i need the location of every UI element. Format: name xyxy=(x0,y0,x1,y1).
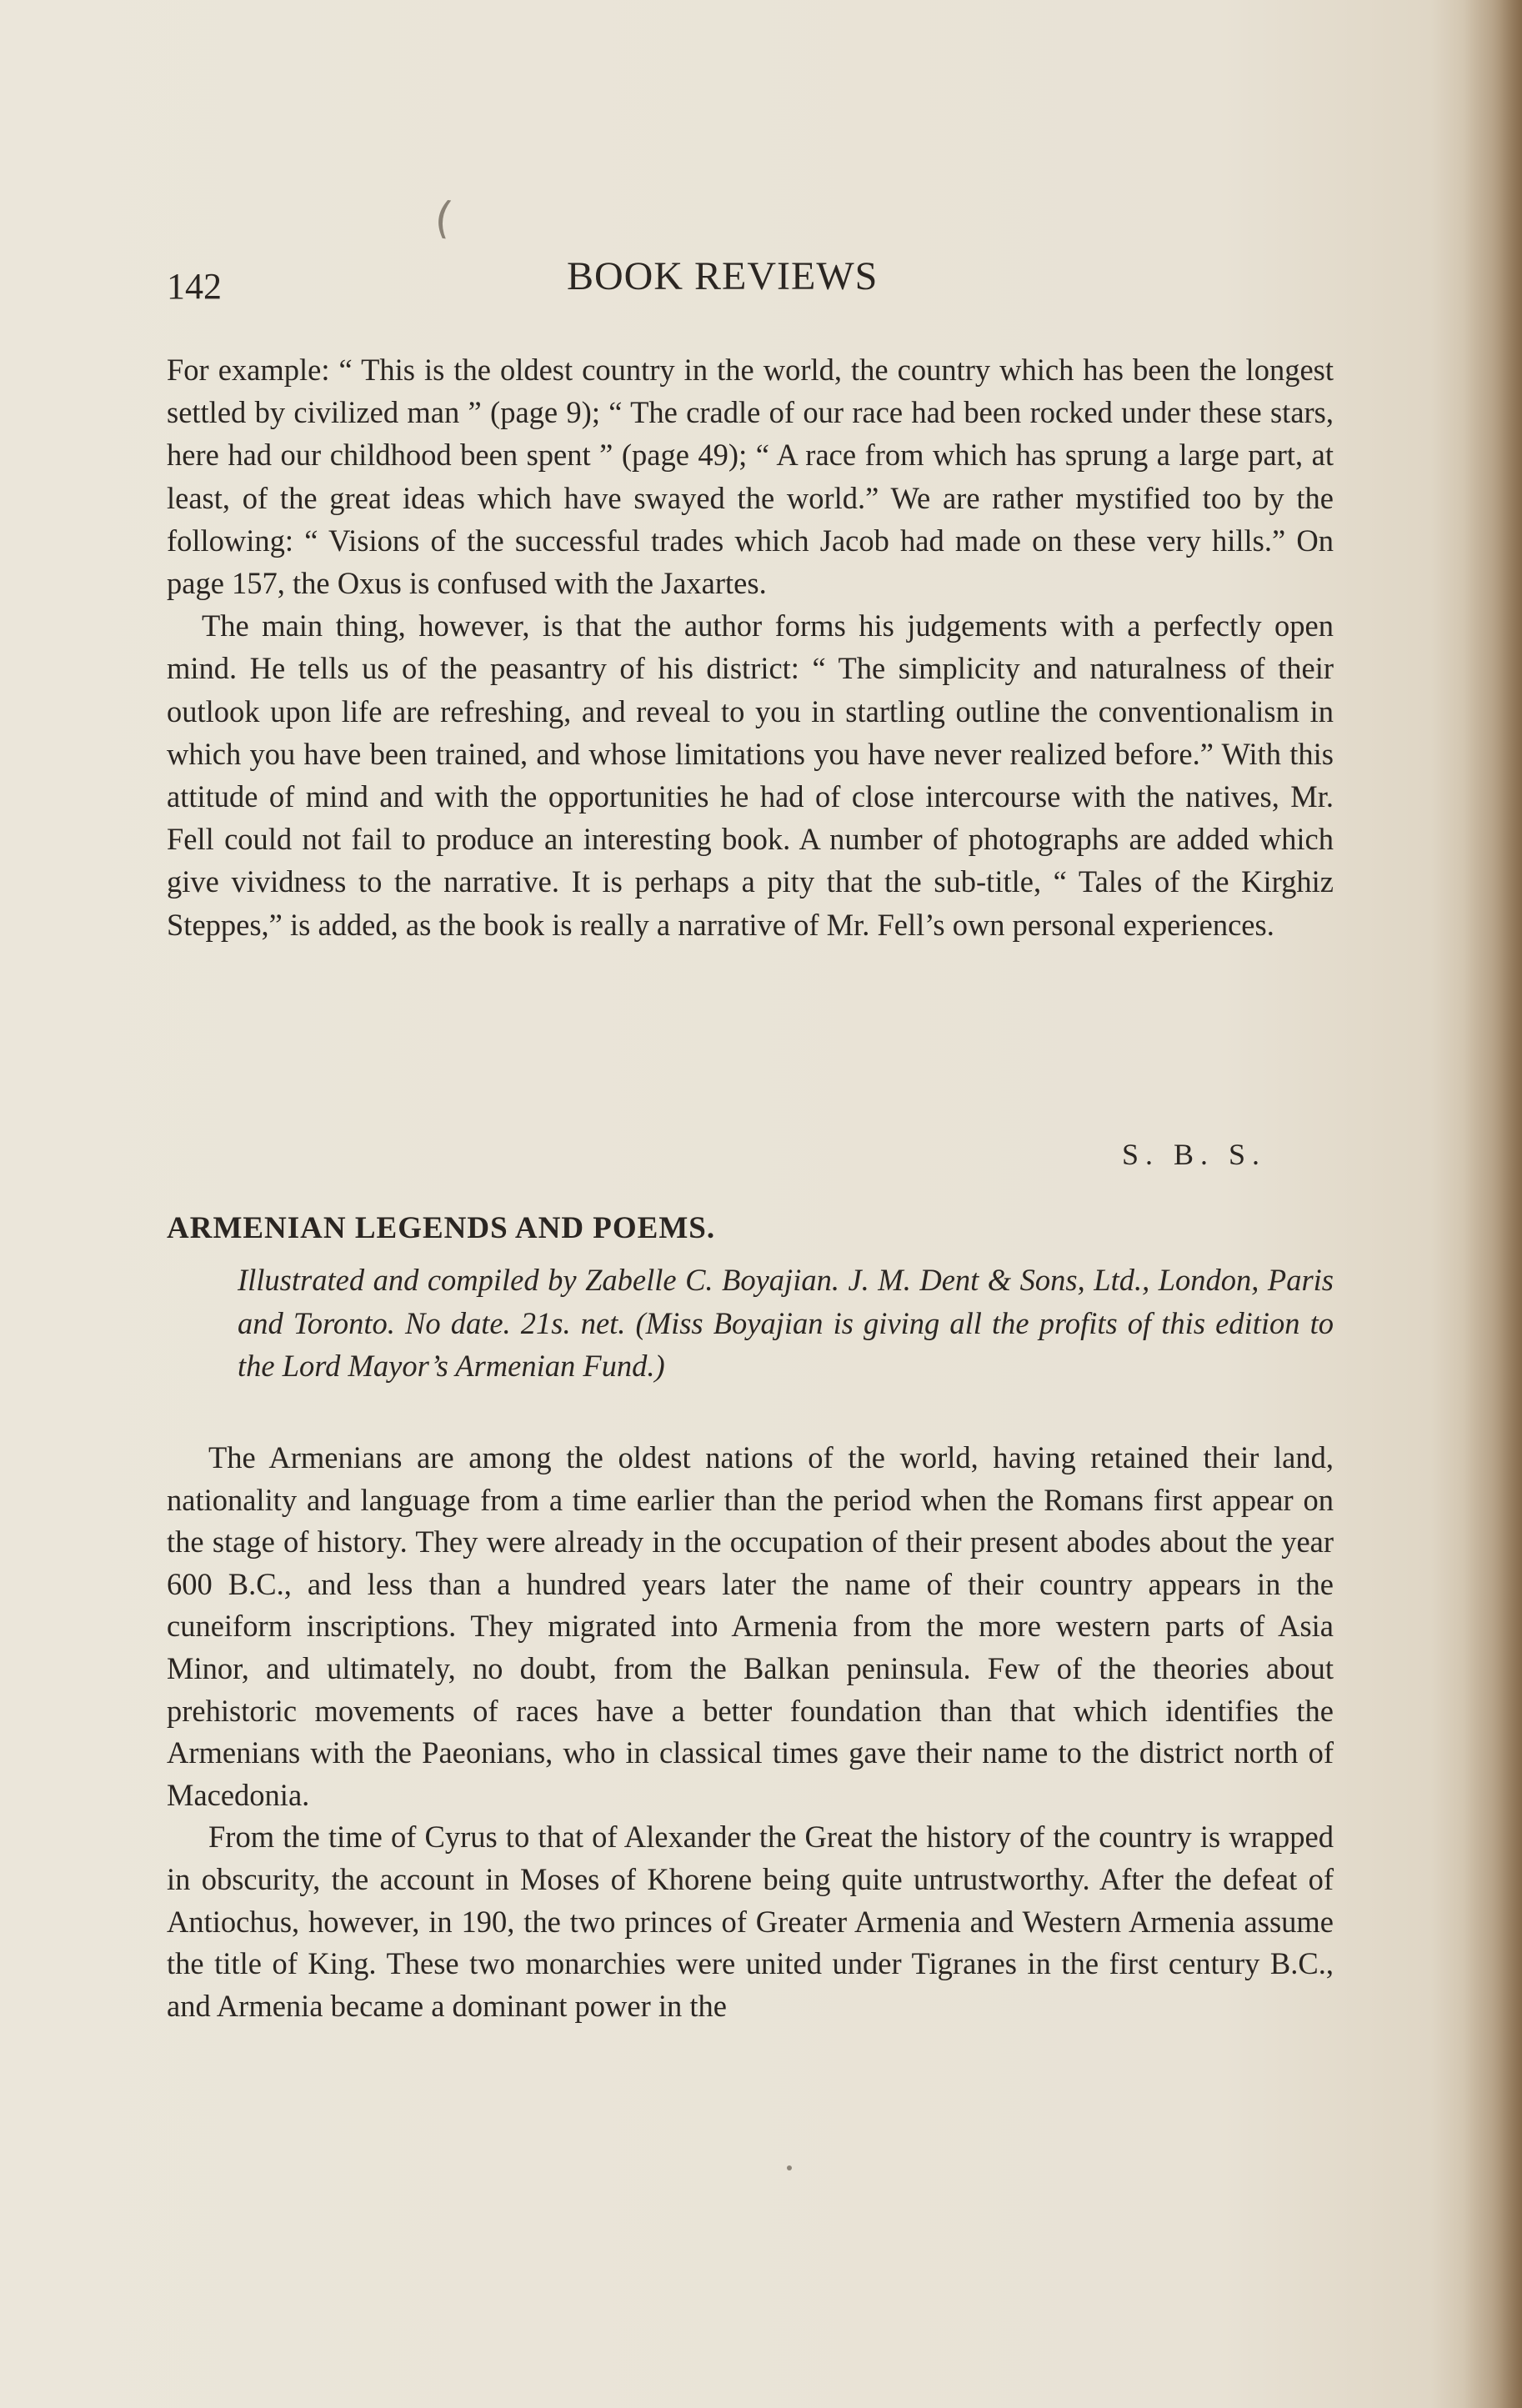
page-header xyxy=(167,250,1334,317)
review-2-paragraph: The Armenians are among the oldest nations of the world, having retained their land, nationality and language from a time earlier than the period when the Romans first appear on the stage of history. They were already in the occupation of their present abodes about the year 600 B.C., and less than a hundred years later the name of their country appears in the cuneiform inscriptions. They migrated into Armenia from the more western parts of Asia Minor, and ultimately, no doubt, from the Balkan peninsula. Few of the theories about prehistoric movements of races have a better foundation than that which identifies the Armenians with the Paeonians, who in classical times gave their name to the district north of Macedonia. xyxy=(167,1440,1334,1812)
review-1-body xyxy=(167,348,1334,946)
page-speck xyxy=(787,2165,792,2170)
spine-shadow xyxy=(1464,0,1522,2408)
review-2-body xyxy=(167,1437,1334,2027)
review-2-title: ARMENIAN LEGENDS AND POEMS. xyxy=(167,1211,716,1245)
running-head: BOOK REVIEWS xyxy=(567,254,879,298)
review-2-book-info: Illustrated and compiled by Zabelle C. Boyajian. J. M. Dent & Sons, Ltd., London, Paris and Toronto. No date. 21s. net. (Miss Boyajian is giving all the profits of this edition to the Lord Mayor’s Armenian Fund.) xyxy=(238,1263,1334,1383)
review-1-signature: S. B. S. xyxy=(1122,1138,1267,1171)
review-1-paragraph: For example: “ This is the oldest country in the world, the country which has been the longest settled by civilized man ” (page 9); “ The cradle of our race had been rocked under these stars, here had our childhood been spent ” (page 49); “ A race from which has sprung a large part, at least, of the great ideas which have swayed the world.” We are rather mystified too by the following: “ Visions of the successful trades which Jacob had made on these very hills.” On page 157, the Oxus is confused with the Jaxartes. xyxy=(167,353,1334,601)
page-number: 142 xyxy=(167,266,222,307)
pencil-mark: ( xyxy=(431,192,456,245)
review-1-paragraph: The main thing, however, is that the author forms his judgements with a perfectly open mind. He tells us of the peasantry of his district: “ The simplicity and naturalness of their outlook upon life are refreshing, and reveal to you in startling outline the conventionalism in which you have been trained, and whose limitations you have never realized before.” With this attitude of mind and with the opportunities he had of close intercourse with the natives, Mr. Fell could not fail to produce an interesting book. A number of photographs are added which give vividness to the narrative. It is perhaps a pity that the sub-title, “ Tales of the Kirghiz Steppes,” is added, as the book is really a narrative of Mr. Fell’s own personal experiences. xyxy=(167,608,1334,942)
review-2-paragraph: From the time of Cyrus to that of Alexander the Great the history of the country is wrapped in obscurity, the account in Moses of Khorene being quite untrustworthy. After the defeat of Antiochus, however, in 190, the two princes of Greater Armenia and Western Armenia assume the title of King. These two monarchies were united under Tigranes in the first century B.C., and Armenia became a dominant power in the xyxy=(167,1820,1334,2023)
